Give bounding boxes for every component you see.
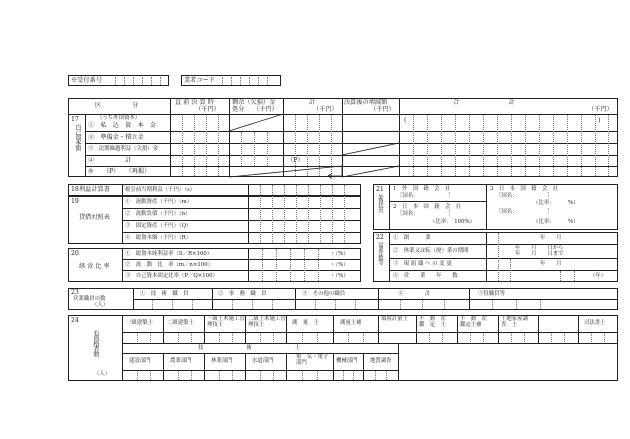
s19-number: 19 <box>71 198 79 205</box>
s17-number: 17 <box>71 116 79 123</box>
s21-side-label: 外資状況 <box>377 194 383 212</box>
s20-unit-3: ・（%） <box>330 273 349 279</box>
s24-col-11: 司法書士 <box>584 320 606 326</box>
s23-item-2: ② 事 務 職 員 <box>218 291 267 297</box>
s23-number: 23 <box>71 289 79 296</box>
s24-unit: （人） <box>94 371 111 377</box>
s23-item-3: ③ その他の職員 <box>302 291 346 297</box>
s21-number: 21 <box>376 186 384 193</box>
s20-unit-2: ・（%） <box>330 262 349 268</box>
s17-col-kei: 計 <box>309 99 316 106</box>
s20-unit-1: ・（%） <box>330 251 349 257</box>
s21-item-1-country: ［国名： ］ <box>397 193 454 199</box>
s17-row5-label: ⑤ （P） （再掲） <box>88 168 151 175</box>
s17-col-surplus: 剰余（欠損）金 <box>232 99 276 106</box>
s17-col-before-unit: （千円） <box>195 106 220 113</box>
s22-item-4: ④ 営 業 年 数 <box>393 273 458 279</box>
s18-label: 利益計算書 <box>79 186 110 193</box>
s17-row1-paren-close: ) <box>598 117 601 124</box>
s22-item-3: ③ 現 組 織 へ の 変 更 <box>393 261 452 267</box>
s24-number: 24 <box>71 317 79 324</box>
s21-item-2-country: ［国名： ］ <box>397 211 454 217</box>
s17-arrow-icon <box>320 166 350 180</box>
s20-item-2: ② 流 動 比 率（m／n×100） <box>125 262 214 268</box>
s21-item-3-ratio-a: （比率： %） <box>533 200 579 206</box>
s20-item-3: ③ 自己資本固定比率（P／Q×100） <box>125 273 218 279</box>
s22-years-unit: （年） <box>590 273 607 279</box>
s18-number: 18 <box>71 186 79 193</box>
s22-year-month-3: 年 月 <box>540 261 562 267</box>
s24-col-8: 不 動 産 鑑 定 士 <box>419 316 452 328</box>
s19-label: 貸借対照表 <box>79 214 110 221</box>
s23-label-unit: （人） <box>92 302 109 308</box>
s24-bottom-col-3: 林業部門 <box>211 358 233 364</box>
s19-item-2: ② 流動負債（千円）（n） <box>125 211 191 217</box>
s17-col-kei-unit: （千円） <box>313 106 338 113</box>
s24-side-label: 有資格者数 <box>92 330 99 356</box>
s22-number: 22 <box>376 234 384 241</box>
s21-item-1: 1 外 国 籍 会 社 <box>393 186 451 192</box>
s22-side-label: 営業年数等 <box>377 242 383 264</box>
s17-col-before: 直 前 決 算 時 <box>175 99 214 106</box>
s17-col-goukei-unit: （千円） <box>588 106 613 113</box>
s21-item-2-ratio: （比率： 100%） <box>430 219 476 225</box>
s17-col-kubun: 区 分 <box>95 102 139 109</box>
s22-item-2: ② 休業又は転（廃）業の期間 <box>393 248 469 254</box>
s23-label: 営業職員の数 <box>73 296 106 302</box>
s21-item-3: 3 日 本 国 籍 会 社 <box>490 186 559 192</box>
s19-item-3: ③ 固定資産（千円）（Q） <box>125 223 192 229</box>
s24-col-9: 不 動 産 鑑定士補 <box>460 316 493 328</box>
s17-row3-label: ③ 次期繰越利益（欠損）金 <box>88 146 159 152</box>
s21-item-2: 2 日 本 国 籍 会 社 <box>393 204 462 210</box>
s17-row1-sub: （うち外国資本） <box>97 115 141 121</box>
s24-bottom-col-5: 電 気・電子部門 <box>296 354 329 366</box>
s17-row2-label: ② 準備金・積立金 <box>88 134 144 141</box>
s24-col-5: 測 量 士 <box>292 320 319 326</box>
s24-bottom-col-1: 建設部門 <box>129 358 151 364</box>
company-code-label: 業者コード <box>184 77 215 84</box>
s20-label: 経 営 比 率 <box>79 263 110 270</box>
s18-item: 税引前当期利益（千円）（s） <box>125 187 196 193</box>
s19-item-4: ④ 総資本額（千円）（R） <box>125 235 192 241</box>
s17-row1-paren-open: ( <box>404 117 407 124</box>
s24-col-10: 土地家屋調 査 士 <box>501 316 534 328</box>
s22-to: 年 月 日まで <box>515 251 564 257</box>
s24-col-6: 測量士補 <box>340 320 362 326</box>
s17-col-after-unit: （千円） <box>370 106 395 113</box>
s22-from: 年 月 日から <box>515 245 564 251</box>
s21-item-3-country-b: ［国名： ］ <box>496 209 553 215</box>
s23-item-4: ④ 計 <box>398 291 431 297</box>
s19-item-1: ① 流動資産（千円）（m） <box>125 199 193 205</box>
s17-col-goukei: 合 計 <box>453 99 515 106</box>
s20-item-1: ① 総資本純利益率（S／R×100） <box>125 251 213 257</box>
s17-row1-label: ① 私 込 資 本 金 <box>88 122 157 129</box>
s17-side-label: 自己資本額 <box>74 124 81 150</box>
s17-col-after: 決算後の増減額 <box>344 99 388 106</box>
s21-item-3-country-a: ［国名： ］ <box>496 193 553 199</box>
receipt-number-label: ※受付番号 <box>71 77 102 84</box>
s17-col-surplus-unit: （千円） <box>253 106 278 113</box>
s24-bottom-col-6: 機械部門 <box>336 358 358 364</box>
s24-col-4: 二級土木施工管理技士 <box>248 316 286 328</box>
s24-col-3: 一級土木施工管理技士 <box>207 316 245 328</box>
s24-gijutsushi: 技 術 士 <box>198 345 301 351</box>
s21-item-3-ratio-b: （比率： %） <box>533 219 579 225</box>
s23-item-5: ⑤役職員等 <box>478 291 505 297</box>
s24-col-7: 環境計量士 <box>381 316 408 322</box>
s17-col-surplus2: 処分 <box>232 106 245 113</box>
s24-col-1: 一級建築士 <box>126 320 153 326</box>
s24-col-2: 二級建築士 <box>167 320 194 326</box>
s24-bottom-col-7: 地質調査 <box>370 358 392 364</box>
s24-bottom-col-2: 農業部門 <box>170 358 192 364</box>
s17-row4-label: ④ 計 <box>88 157 132 164</box>
s22-item-1: ① 創 業 <box>393 235 431 241</box>
s24-bottom-col-4: 水道部門 <box>252 358 274 364</box>
s22-year-month-1: 年 月 <box>540 235 562 241</box>
s17-p-label: （P） <box>287 157 304 164</box>
s23-item-1: ① 技 術 職 員 <box>140 291 189 297</box>
s20-number: 20 <box>71 250 79 257</box>
